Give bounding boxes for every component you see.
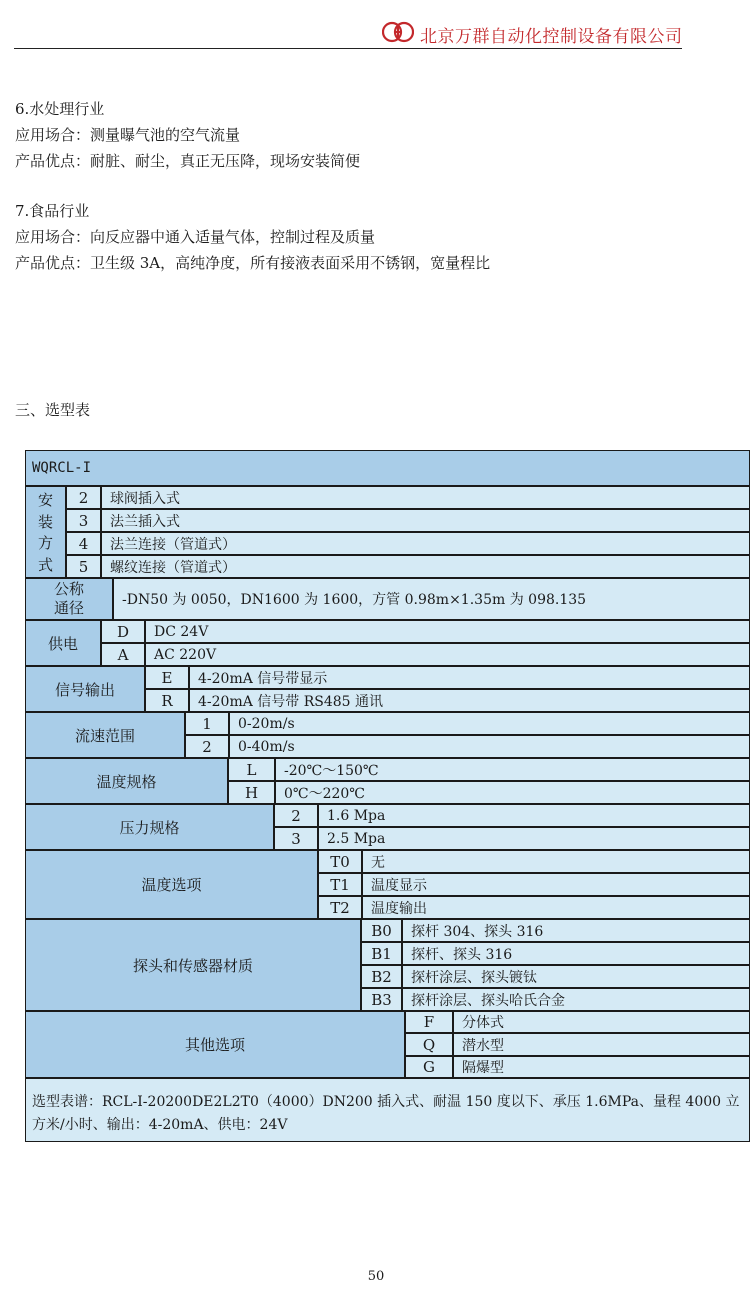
option-code: 3 — [274, 827, 318, 850]
advantage-text: 产品优点：卫生级 3A，高纯净度，所有接液表面采用不锈钢，宽量程比 — [15, 254, 491, 272]
application-text: 应用场合：测量曝气池的空气流量 — [15, 126, 241, 144]
option-desc: 探杆涂层、探头镀钛 — [402, 965, 750, 988]
signal-label: 信号输出 — [25, 666, 145, 712]
section-title: 三、选型表 — [15, 401, 91, 419]
option-code: L — [228, 758, 275, 781]
industry-heading: 6.水处理行业 — [15, 100, 105, 118]
option-desc: 球阀插入式 — [101, 486, 750, 509]
option-desc: 1.6 Mpa — [318, 804, 750, 827]
option-desc: 探杆涂层、探头哈氏合金 — [402, 988, 750, 1011]
option-code: B2 — [361, 965, 402, 988]
diameter-label: 公称 通径 — [25, 578, 113, 620]
option-desc: 温度显示 — [362, 873, 750, 896]
option-desc: 4-20mA 信号带 RS485 通讯 — [189, 689, 750, 712]
option-desc: 潜水型 — [453, 1033, 750, 1056]
probe-label: 探头和传感器材质 — [25, 919, 361, 1011]
option-desc: 无 — [362, 850, 750, 873]
selection-table — [25, 450, 750, 1142]
industry-heading: 7.食品行业 — [15, 202, 90, 220]
option-code: A — [101, 643, 145, 666]
option-desc: 0-40m/s — [229, 735, 750, 758]
power-label: 供电 — [25, 620, 101, 666]
option-code: T1 — [318, 873, 362, 896]
option-code: B1 — [361, 942, 402, 965]
option-code: E — [145, 666, 189, 689]
option-code: F — [405, 1011, 453, 1033]
company-name: 北京万群自动化控制设备有限公司 — [420, 27, 683, 47]
option-desc: 探杆 304、探头 316 — [402, 919, 750, 942]
option-desc: AC 220V — [145, 643, 750, 666]
option-desc: DC 24V — [145, 620, 750, 643]
option-desc: 法兰插入式 — [101, 509, 750, 532]
option-desc: 分体式 — [453, 1011, 750, 1033]
option-code: B0 — [361, 919, 402, 942]
model-name: WQRCL-I — [32, 460, 92, 476]
option-code: T0 — [318, 850, 362, 873]
option-desc: 温度输出 — [362, 896, 750, 919]
option-desc: 法兰连接（管道式） — [101, 532, 750, 555]
option-code: 2 — [66, 486, 101, 509]
option-desc: 0℃～220℃ — [275, 781, 750, 804]
pressure-label: 压力规格 — [25, 804, 274, 850]
other-label: 其他选项 — [25, 1011, 405, 1078]
model-header — [25, 450, 750, 486]
option-desc: 0-20m/s — [229, 712, 750, 735]
option-desc: 隔爆型 — [453, 1056, 750, 1078]
install-label: 安 装 方 式 — [25, 486, 66, 578]
option-desc: 螺纹连接（管道式） — [101, 555, 750, 578]
company-logo-icon — [382, 20, 414, 44]
page-header — [14, 14, 682, 49]
option-code: R — [145, 689, 189, 712]
option-code: 2 — [185, 735, 229, 758]
option-code: 2 — [274, 804, 318, 827]
option-code: G — [405, 1056, 453, 1078]
application-text: 应用场合：向反应器中通入适量气体，控制过程及质量 — [15, 228, 376, 246]
option-code: 1 — [185, 712, 229, 735]
option-code: B3 — [361, 988, 402, 1011]
option-code: Q — [405, 1033, 453, 1056]
advantage-text: 产品优点：耐脏、耐尘，真正无压降，现场安装简便 — [15, 152, 361, 170]
option-code: T2 — [318, 896, 362, 919]
option-code: H — [228, 781, 275, 804]
option-desc: 探杆、探头 316 — [402, 942, 750, 965]
selection-example: 选型表谱：RCL-I-20200DE2L2T0（4000）DN200 插入式、耐温 150 度以下、承压 1.6MPa、量程 4000 立方米/小时、输出：4-20mA、供电：24V — [25, 1078, 750, 1142]
temp-label: 温度规格 — [25, 758, 228, 804]
option-code: D — [101, 620, 145, 643]
option-code: 5 — [66, 555, 101, 578]
option-desc: 2.5 Mpa — [318, 827, 750, 850]
option-code: 4 — [66, 532, 101, 555]
option-desc: -20℃～150℃ — [275, 758, 750, 781]
diameter-desc: -DN50 为 0050，DN1600 为 1600，方管 0.98m×1.35m 为 098.135 — [113, 578, 750, 620]
page-number: 50 — [367, 1269, 385, 1284]
option-code: 3 — [66, 509, 101, 532]
tempopt-label: 温度选项 — [25, 850, 318, 919]
option-desc: 4-20mA 信号带显示 — [189, 666, 750, 689]
flow-label: 流速范围 — [25, 712, 185, 758]
